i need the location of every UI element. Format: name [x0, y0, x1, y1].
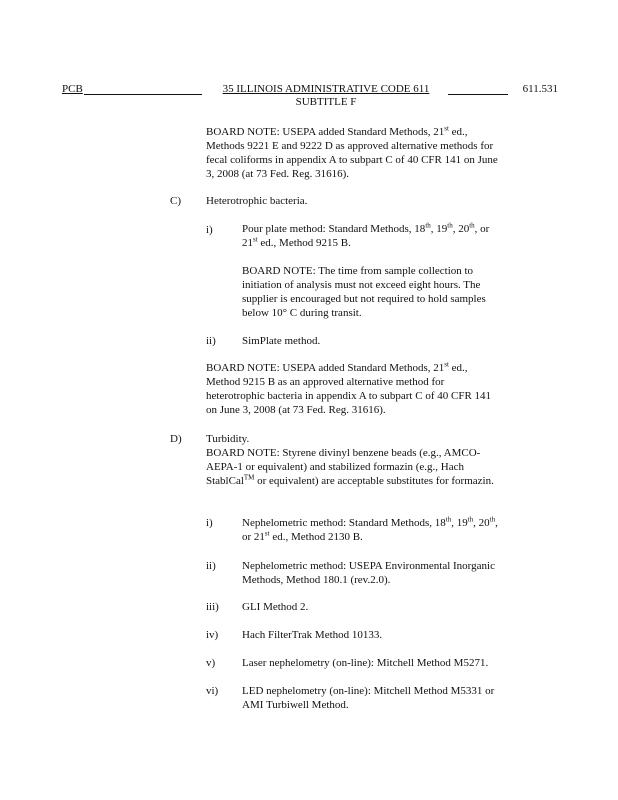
turbidity-method-label: ii)	[206, 560, 216, 572]
text-line: BOARD NOTE: USEPA added Standard Methods, 21st ed.,	[206, 360, 468, 374]
text-line: initiation of analysis must not exceed eight hours. The	[242, 279, 481, 291]
text-line: BOARD NOTE: The time from sample collection to	[242, 265, 474, 277]
text-line: Methods, Method 180.1 (rev.2.0).	[242, 574, 391, 586]
header-section-number: 611.531	[522, 83, 558, 95]
turbidity-method-label: i)	[206, 517, 213, 529]
turbidity-method-text	[242, 559, 495, 587]
text-line: Hach FilterTrak Method 10133.	[242, 629, 383, 641]
text-line: GLI Method 2.	[242, 601, 309, 613]
text-line: Method 9215 B as an approved alternative method for	[206, 376, 445, 388]
text-line: Laser nephelometry (on-line): Mitchell Method M5271.	[242, 657, 489, 669]
turbidity-method-text	[242, 600, 308, 614]
turbidity-method-label: v)	[206, 657, 216, 669]
text-line: BOARD NOTE: Styrene divinyl benzene beads (e.g., AMCO-	[206, 447, 481, 459]
turbidity-method-label: vi)	[206, 685, 219, 697]
header-code-title: 35 ILLINOIS ADMINISTRATIVE CODE 611	[222, 83, 430, 95]
item-c-text: Heterotrophic bacteria.	[206, 195, 308, 207]
turbidity-method-text	[242, 516, 498, 544]
text-line: or 21st ed., Method 2130 B.	[242, 529, 363, 543]
text-line: AMI Turbiwell Method.	[242, 699, 349, 711]
header-agency: PCB	[62, 83, 83, 95]
text-line: AEPA-1 or equivalent) and stabilized formazin (e.g., Hach	[206, 461, 465, 473]
turbidity-method-text	[242, 628, 382, 642]
text-line: 3, 2008 (at 73 Fed. Reg. 31616).	[206, 168, 349, 180]
item-c-label: C)	[170, 195, 181, 207]
turbidity-method-text	[242, 656, 488, 670]
text-line: BOARD NOTE: USEPA added Standard Methods, 21st ed.,	[206, 124, 468, 138]
header-rule-left	[84, 94, 202, 95]
text-line: LED nephelometry (on-line): Mitchell Method M5331 or	[242, 685, 495, 697]
turbidity-method-text	[242, 684, 494, 712]
text-line: supplier is encouraged but not required to hold samples	[242, 293, 486, 305]
text-line: 21st ed., Method 9215 B.	[242, 235, 351, 249]
item-c-ii-text: SimPlate method.	[242, 335, 321, 347]
item-c-i-label: i)	[206, 224, 213, 236]
item-c-i-text	[242, 222, 489, 250]
turbidity-method-label: iv)	[206, 629, 219, 641]
text-line: on June 3, 2008 (at 73 Fed. Reg. 31616).	[206, 404, 386, 416]
board-note-fecal	[206, 125, 498, 181]
turbidity-method-label: iii)	[206, 601, 219, 613]
header-subtitle: SUBTITLE F	[295, 96, 357, 108]
text-line: Nephelometric method: USEPA Environmental Inorganic	[242, 560, 495, 572]
text-line: fecal coliforms in appendix A to subpart C of 40 CFR 141 on June	[206, 154, 498, 166]
text-line: heterotrophic bacteria in appendix A to subpart C of 40 CFR 141	[206, 390, 492, 402]
page-header	[62, 83, 558, 107]
text-line: Nephelometric method: Standard Methods, 18th, 19th, 20th,	[242, 515, 498, 529]
item-d-title: Turbidity.	[206, 433, 250, 445]
header-rule-right	[448, 94, 508, 95]
board-note-hetero	[206, 361, 491, 417]
text-line: below 10° C during transit.	[242, 307, 362, 319]
text-line: Pour plate method: Standard Methods, 18th, 19th, 20th, or	[242, 221, 490, 235]
board-note-time	[242, 264, 486, 320]
text-line: Methods 9221 E and 9222 D as approved alternative methods for	[206, 140, 494, 152]
board-note-turbidity	[206, 446, 494, 488]
item-d-label: D)	[170, 433, 182, 445]
text-line: StablCal™ or equivalent) are acceptable substitutes for formazin.	[206, 473, 494, 487]
item-c-ii-label: ii)	[206, 335, 216, 347]
